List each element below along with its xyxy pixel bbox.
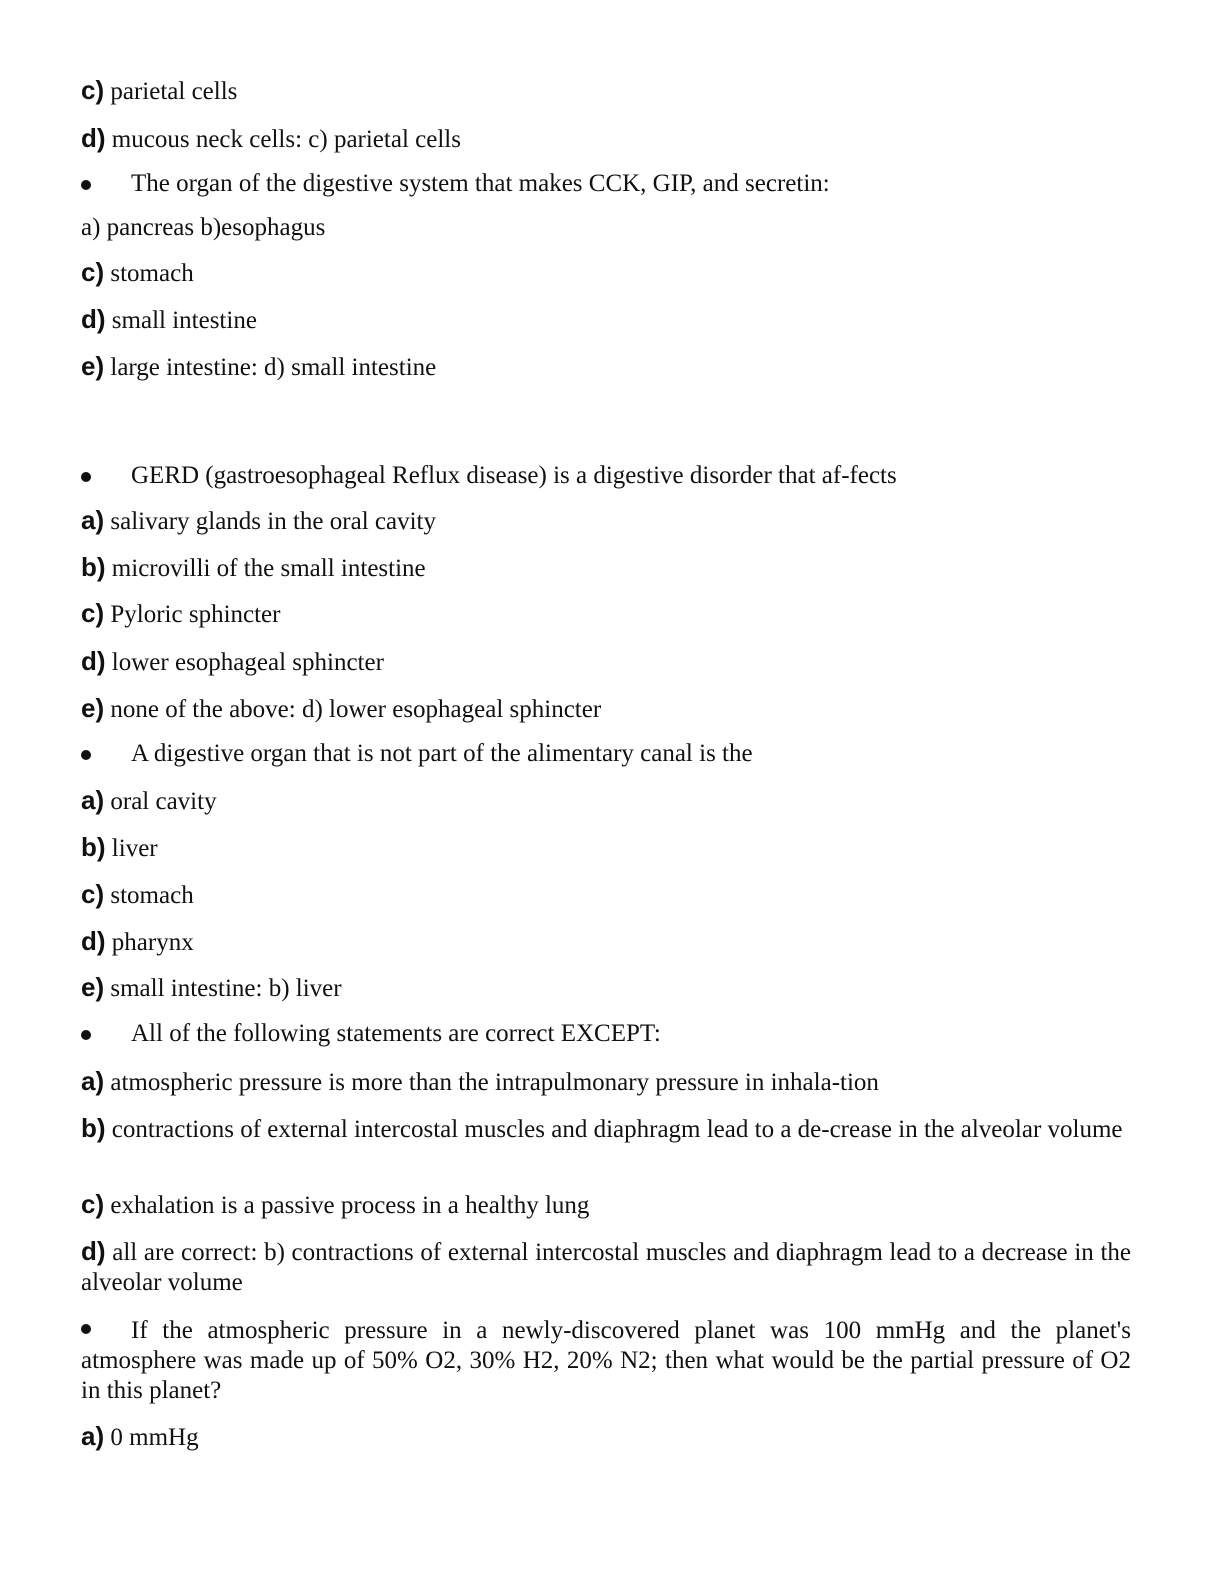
option-marker: c) xyxy=(81,879,105,909)
option-marker: b) xyxy=(81,552,106,582)
option-text: stomach xyxy=(104,882,194,909)
option-text: all are correct: b) contractions of external intercostal muscles and diaphragm lead to a decrease in the alveolar volume xyxy=(81,1239,1131,1296)
option-marker: c) xyxy=(81,75,105,105)
option-text: mucous neck cells: c) parietal cells xyxy=(105,126,461,153)
option-text: small intestine xyxy=(105,307,257,334)
option-text: parietal cells xyxy=(104,78,238,105)
question-text: All of the following statements are correct EXCEPT: xyxy=(131,1020,661,1047)
option-line xyxy=(81,598,1131,630)
option-text: pharynx xyxy=(105,929,194,956)
option-line xyxy=(81,505,1131,537)
question-text: If the atmospheric pressure in a newly-discovered planet was 100 mmHg and the planet's atmosphere was made up of 50% O2, 30% H2, 20% N2; then what would be the partial pressure of O2 in this planet? xyxy=(81,1317,1131,1404)
question-line xyxy=(81,461,1131,491)
question-line xyxy=(81,1019,1131,1049)
bullet-icon xyxy=(81,472,91,482)
option-marker: c) xyxy=(81,598,105,628)
option-line xyxy=(81,123,1131,155)
option-line xyxy=(81,693,1131,725)
option-marker: a) xyxy=(81,1421,105,1451)
option-line xyxy=(81,213,1131,243)
option-marker: a) xyxy=(81,505,105,535)
option-line xyxy=(81,552,1131,584)
option-line xyxy=(81,879,1131,911)
option-marker: e) xyxy=(81,351,105,381)
option-line xyxy=(81,972,1131,1004)
bullet-icon xyxy=(81,750,91,760)
option-text: atmospheric pressure is more than the intrapulmonary pressure in inhala-tion xyxy=(104,1069,879,1096)
option-marker: c) xyxy=(81,1189,105,1219)
option-text: 0 mmHg xyxy=(104,1424,199,1451)
option-text: large intestine: d) small intestine xyxy=(104,354,437,381)
question-line xyxy=(81,739,1131,769)
option-marker: e) xyxy=(81,972,105,1002)
option-marker: d) xyxy=(81,304,106,334)
question-line xyxy=(81,169,1131,199)
option-line xyxy=(81,1236,1131,1298)
option-text: exhalation is a passive process in a healthy lung xyxy=(104,1192,590,1219)
option-text: microvilli of the small intestine xyxy=(105,555,426,582)
option-line xyxy=(81,304,1131,336)
option-marker: b) xyxy=(81,832,106,862)
option-line xyxy=(81,926,1131,958)
option-marker: b) xyxy=(81,1113,106,1143)
option-line xyxy=(81,1113,1131,1145)
option-marker: d) xyxy=(81,646,106,676)
option-text: lower esophageal sphincter xyxy=(105,649,384,676)
option-line xyxy=(81,257,1131,289)
question-line xyxy=(81,1316,1131,1406)
option-line xyxy=(81,75,1131,107)
option-text: salivary glands in the oral cavity xyxy=(104,508,436,535)
option-line xyxy=(81,646,1131,678)
option-line xyxy=(81,1066,1131,1098)
option-text: small intestine: b) liver xyxy=(104,975,342,1002)
question-text: A digestive organ that is not part of the alimentary canal is the xyxy=(131,740,753,767)
option-text: a) pancreas b)esophagus xyxy=(81,214,326,241)
option-marker: d) xyxy=(81,123,106,153)
option-text: stomach xyxy=(104,260,194,287)
option-line xyxy=(81,832,1131,864)
option-line xyxy=(81,1189,1131,1221)
bullet-icon xyxy=(81,1324,91,1334)
option-text: none of the above: d) lower esophageal sphincter xyxy=(104,696,602,723)
question-text: The organ of the digestive system that makes CCK, GIP, and secretin: xyxy=(131,170,830,197)
option-marker: d) xyxy=(81,926,106,956)
option-text: Pyloric sphincter xyxy=(104,601,281,628)
option-text: liver xyxy=(105,835,158,862)
question-text: GERD (gastroesophageal Reflux disease) is a digestive disorder that af-fects xyxy=(131,462,897,489)
option-marker: c) xyxy=(81,257,105,287)
option-marker: d) xyxy=(81,1236,106,1266)
option-marker: a) xyxy=(81,1066,105,1096)
bullet-icon xyxy=(81,180,91,190)
bullet-icon xyxy=(81,1030,91,1040)
option-marker: e) xyxy=(81,693,105,723)
option-line xyxy=(81,785,1131,817)
option-marker: a) xyxy=(81,785,105,815)
option-text: contractions of external intercostal muscles and diaphragm lead to a de-crease in the alveolar volume xyxy=(105,1116,1123,1143)
option-line xyxy=(81,1421,1131,1453)
option-text: oral cavity xyxy=(104,788,217,815)
option-line xyxy=(81,351,1131,383)
